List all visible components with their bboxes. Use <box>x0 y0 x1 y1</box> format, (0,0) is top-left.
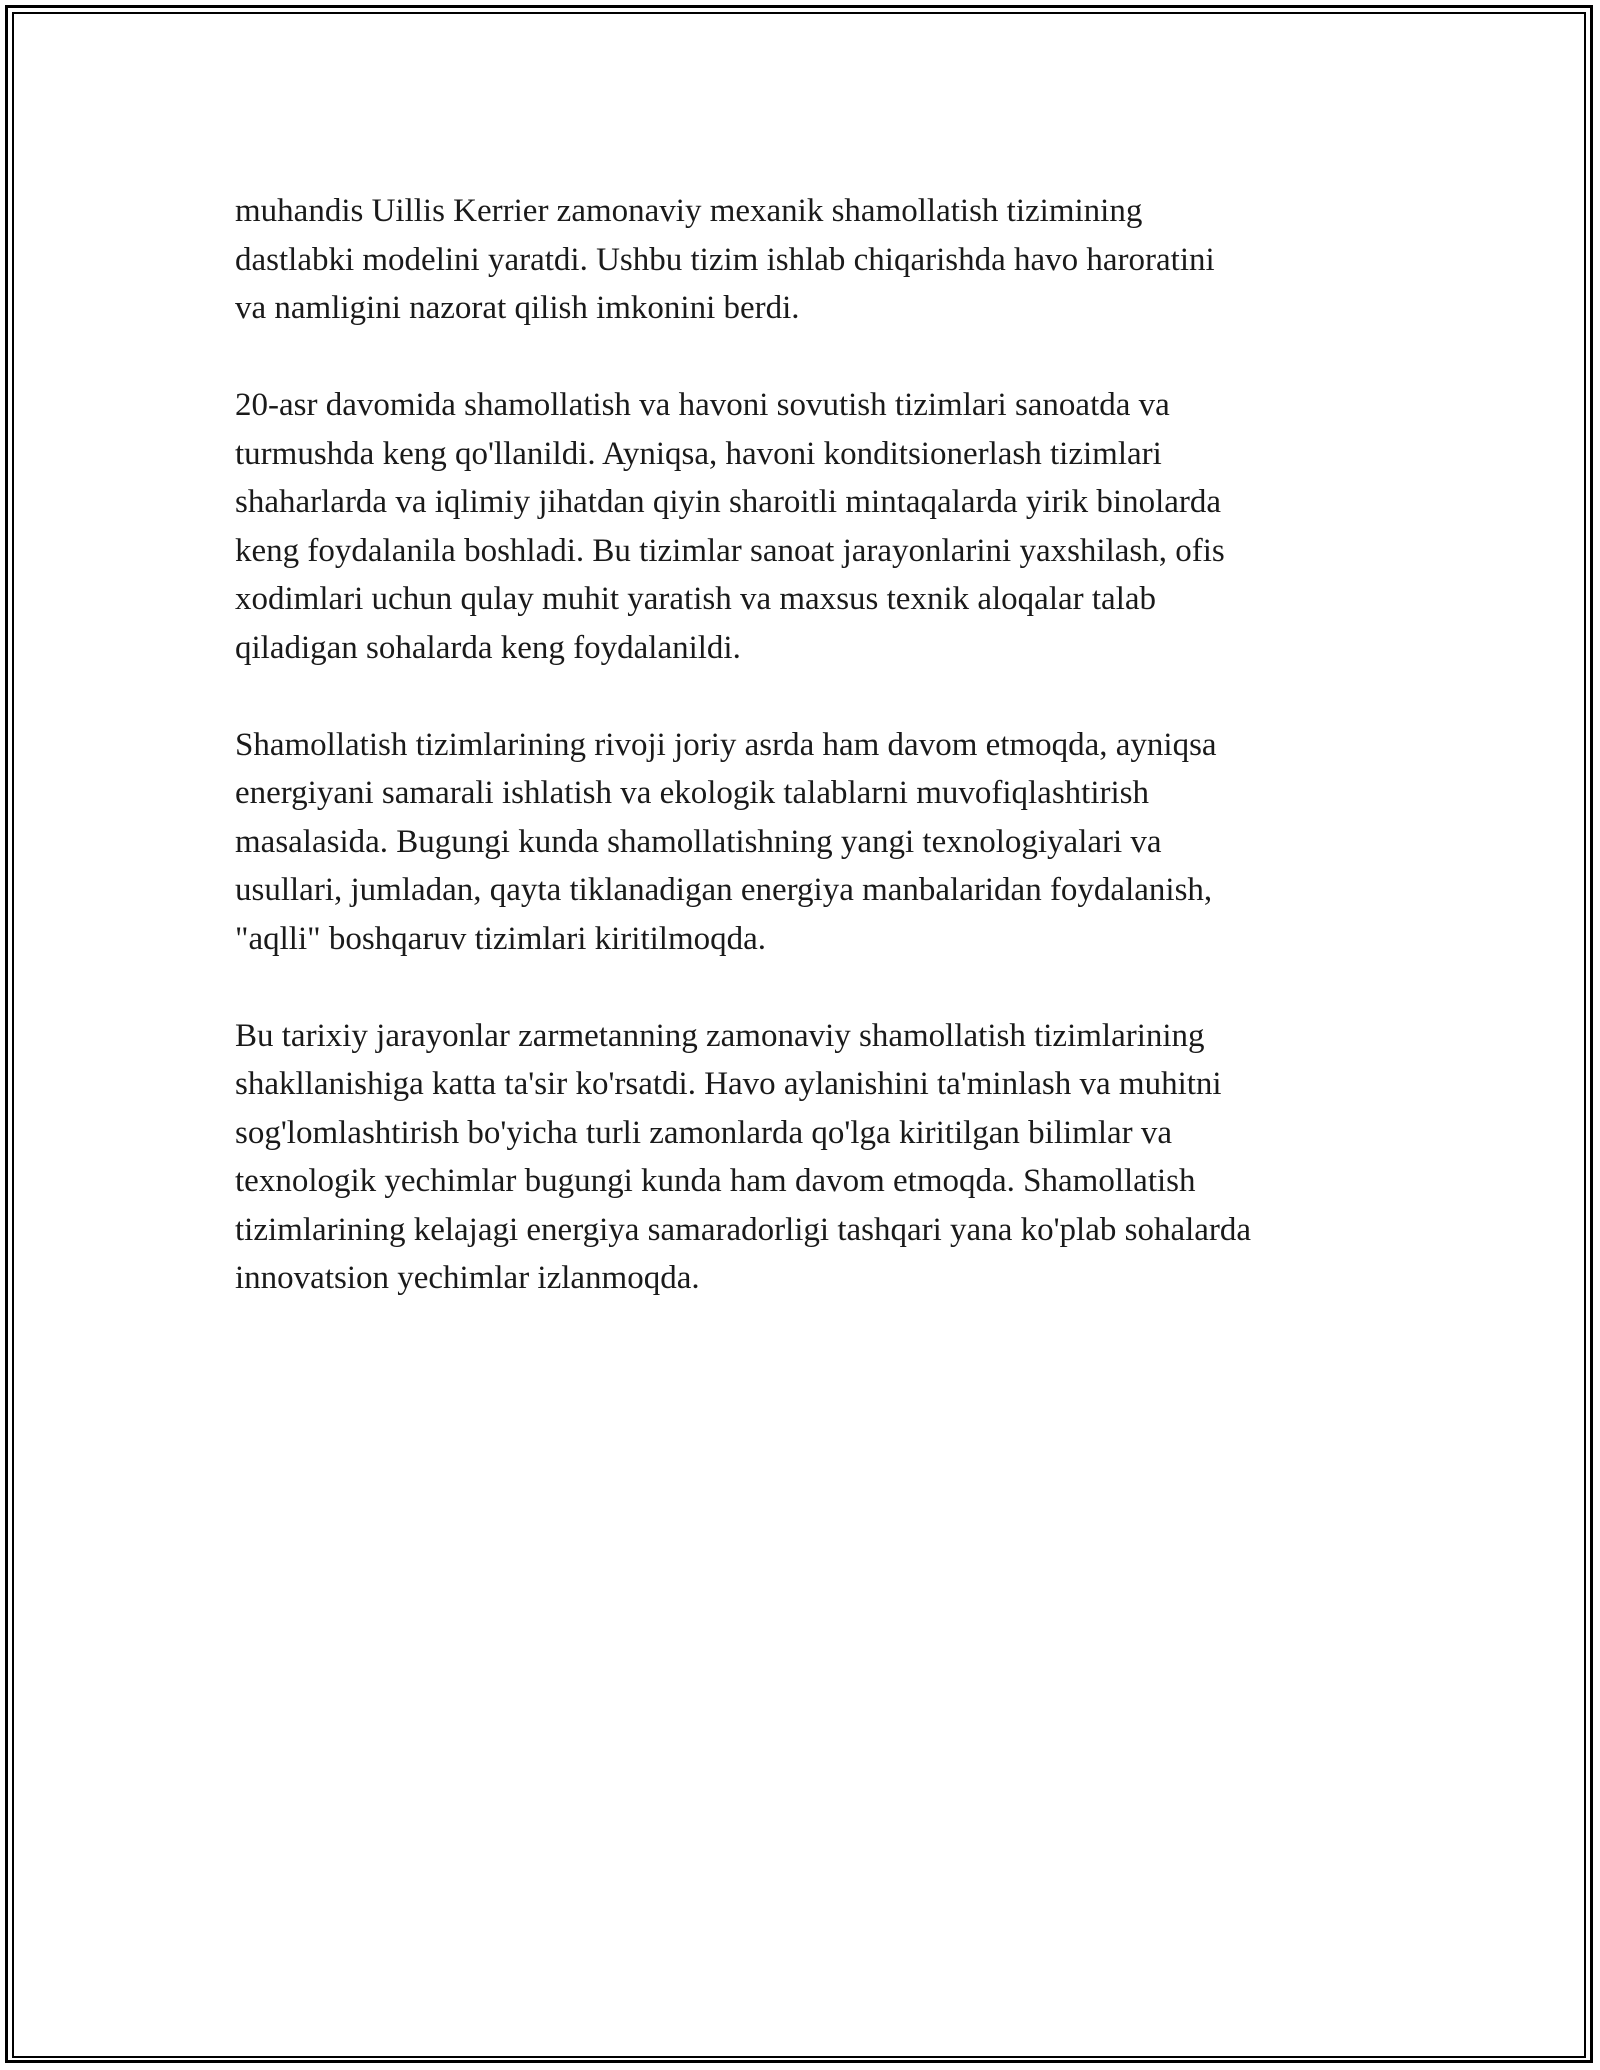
paragraph-4: Bu tarixiy jarayonlar zarmetanning zamonaviy shamollatish tizimlarining shakllanishiga katta ta'sir ko'rsatdi. Havo aylanishini ta'minlash va muhitni sog'lomlashtirish bo'yicha turli zamonlarda qo'lga kiritilgan bilimlar va texnologik yechimlar bugungi kunda ham davom etmoqda. Shamollatish tizimlarining kelajagi energiya samaradorligi tashqari yana ko'plab sohalarda innovatsion yechimlar izlanmoqda. <box>235 1017 1252 1296</box>
paragraph-2: 20-asr davomida shamollatish va havoni sovutish tizimlari sanoatda va turmushda keng qo'llanildi. Ayniqsa, havoni konditsionerlash tizimlari shaharlarda va iqlimiy jihatdan qiyin sharoitli mintaqalarda yirik binolarda keng foydalanila boshladi. Bu tizimlar sanoat jarayonlarini yaxshilash, ofis xodimlari uchun qulay muhit yaratish va maxsus texnik aloqalar talab qiladigan sohalarda keng foydalanildi. <box>235 387 1225 666</box>
document-body <box>235 187 1375 1351</box>
paragraph-3: Shamollatish tizimlarining rivoji joriy asrda ham davom etmoqda, ayniqsa energiyani samarali ishlatish va ekologik talablarni muvofiqlashtirish masalasida. Bugungi kunda shamollatishning yangi texnologiyalari va usullari, jumladan, qayta tiklanadigan energiya manbalaridan foydalanish, "aqlli" boshqaruv tizimlari kiritilmoqda. <box>235 726 1217 957</box>
paragraph-1: muhandis Uillis Kerrier zamonaviy mexanik shamollatish tizimining dastlabki modelini yaratdi. Ushbu tizim ishlab chiqarishda havo haroratini va namligini nazorat qilish imkonini berdi. <box>235 193 1215 326</box>
